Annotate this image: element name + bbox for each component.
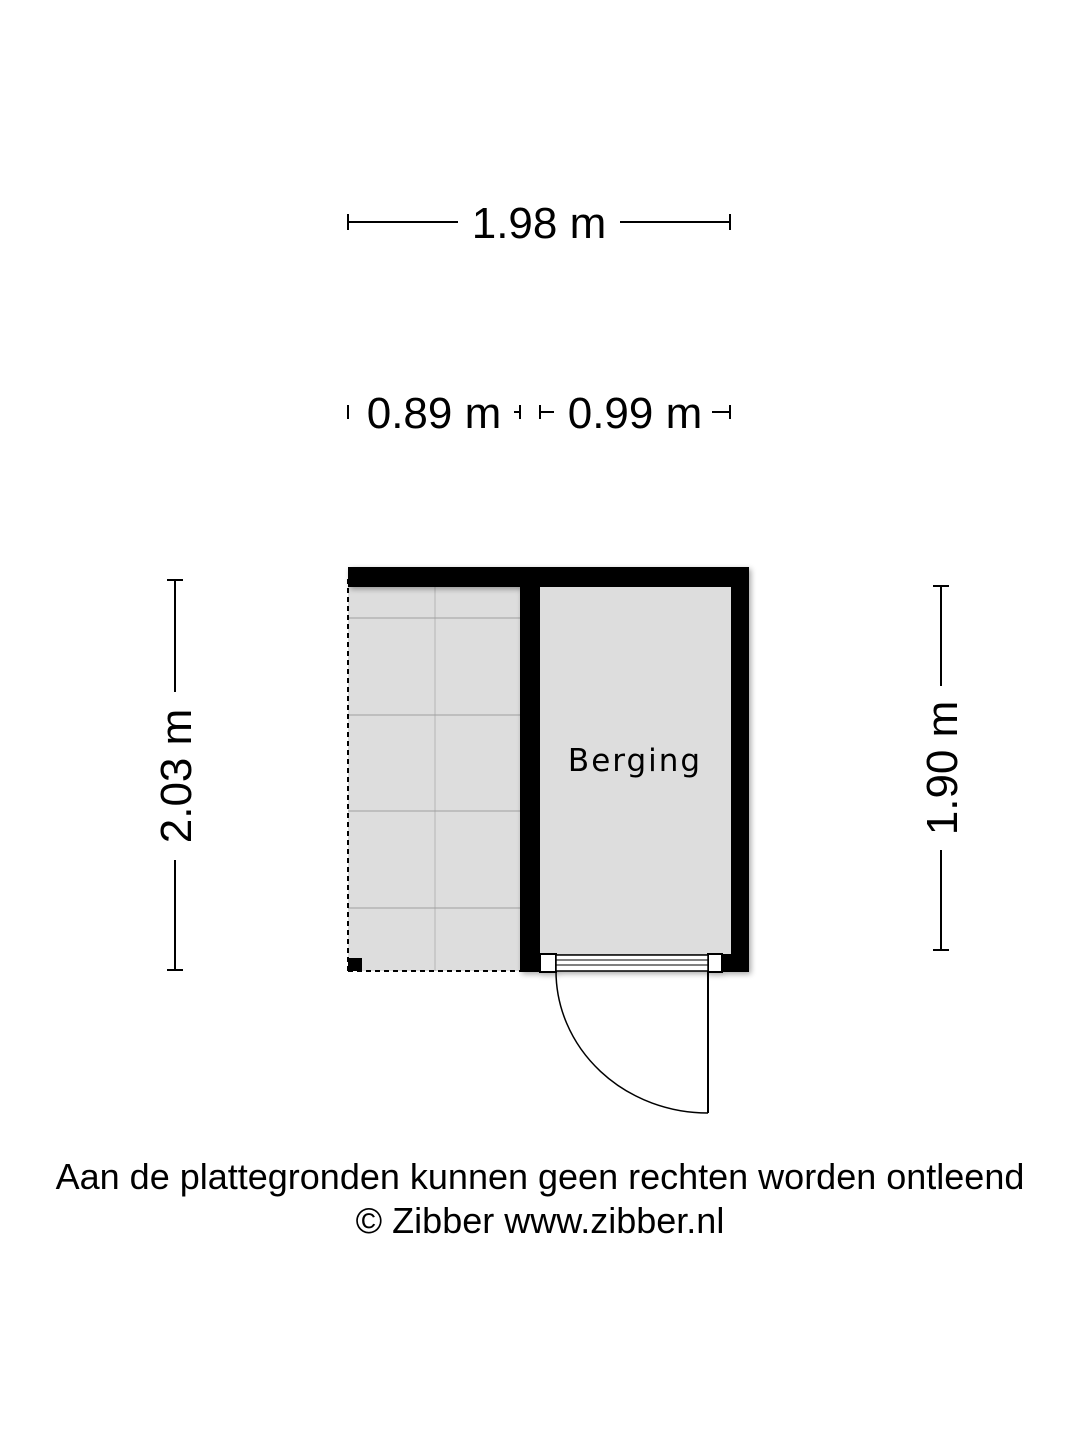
middle-wall <box>520 567 540 972</box>
dimension-sub-widths <box>348 389 730 438</box>
dimension-left-height <box>152 580 201 970</box>
dimension-label-left-height: 2.03 m <box>152 708 201 844</box>
door-jamb-right <box>708 954 722 972</box>
tiled-area <box>348 579 520 971</box>
door-threshold <box>556 955 708 971</box>
top-wall <box>348 567 748 587</box>
door <box>556 971 708 1113</box>
dimension-label-right-width: 0.99 m <box>567 389 703 438</box>
corner-post <box>348 958 362 971</box>
dimension-label-left-width: 0.89 m <box>366 389 502 438</box>
room-label-storage: Berging <box>567 743 703 779</box>
dimension-label-total-width: 1.98 m <box>471 199 607 248</box>
dimension-label-right-height: 1.90 m <box>918 700 967 836</box>
right-wall <box>731 567 749 972</box>
copyright-text: © Zibber www.zibber.nl <box>355 1200 725 1241</box>
right-wall-bottom <box>722 954 749 972</box>
door-swing-arc <box>556 971 708 1113</box>
tiled-area-floor <box>348 579 520 971</box>
door-jamb-left <box>540 954 556 972</box>
disclaimer-text: Aan de plattegronden kunnen geen rechten worden ontleend <box>55 1156 1025 1197</box>
dimension-total-width <box>348 199 730 248</box>
dimension-right-height <box>918 586 967 950</box>
